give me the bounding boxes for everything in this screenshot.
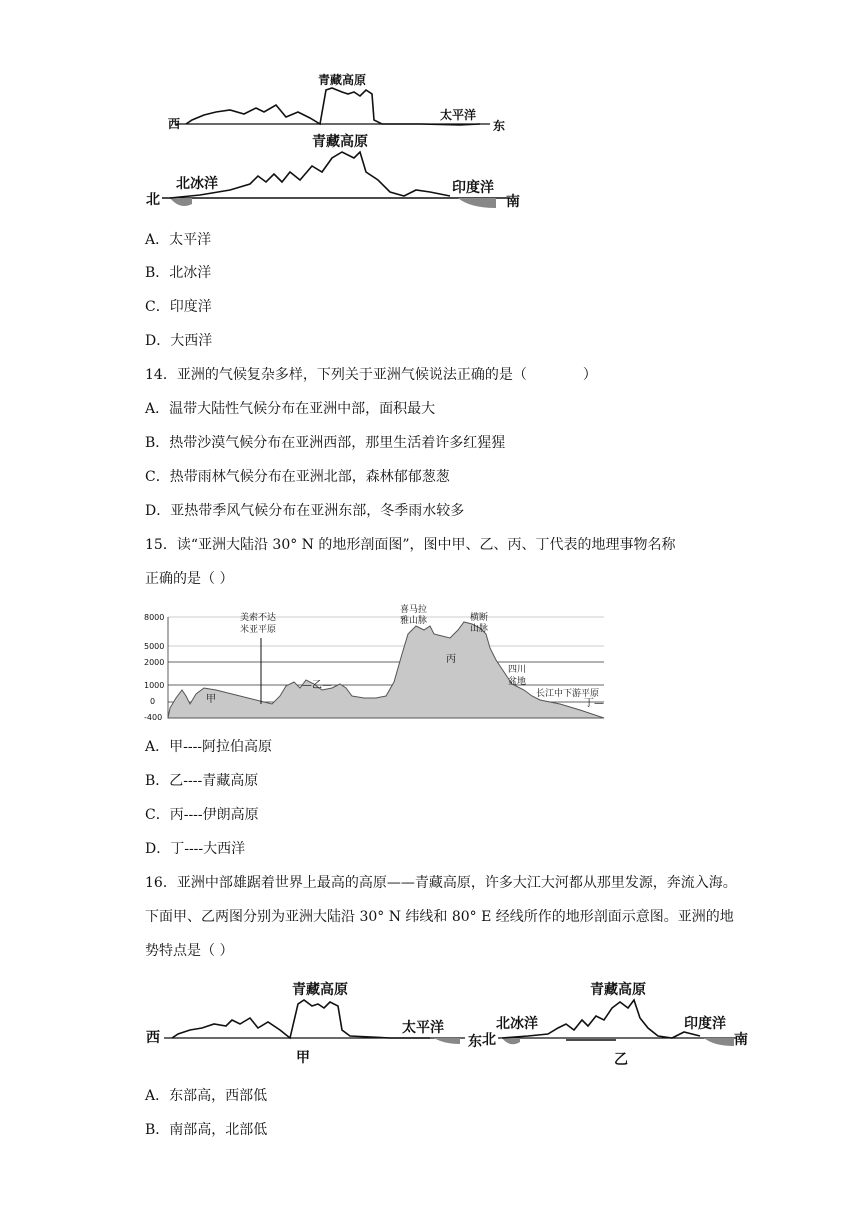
yangtze-label: 长江中下游平原 (536, 689, 600, 699)
q14-option-a[interactable]: A．温带大陆性气候分布在亚洲中部，面积最大 (145, 401, 436, 417)
west-label: 西 (168, 117, 181, 131)
q15-stem-line2: 正确的是（ ） (145, 571, 234, 587)
himalaya-label-2: 雅山脉 (400, 616, 428, 626)
q16-profile-jia (140, 978, 495, 1070)
q13-option-a[interactable]: A．太平洋 (145, 232, 212, 248)
q16-stem: 16．亚洲中部雄踞着世界上最高的高原——青藏高原，许多大江大河都从那里发源，奔流入海。下面甲、乙两图分别为亚洲大陆沿 30° N 纬线和 80° E 经线所作的地形剖面示意图。亚洲的地势特点是（ ） (145, 875, 737, 959)
hengduan-label-1: 横断 (470, 613, 489, 623)
caption-jia: 甲 (296, 1050, 310, 1066)
east-label: 东 (493, 119, 506, 133)
y-tick-0: 0 (150, 697, 156, 706)
q14-stem: 14．亚洲的气候复杂多样，下列关于亚洲气候说法正确的是（ ） (145, 367, 597, 383)
q16-profile-yi (478, 978, 758, 1070)
hengduan-label-2: 山脉 (470, 624, 489, 634)
q14-option-d[interactable]: D．亚热带季风气候分布在亚洲东部，冬季雨水较多 (145, 503, 465, 519)
north-label: 北 (482, 1032, 496, 1048)
plateau-label: 青藏高原 (590, 982, 646, 998)
y-tick-8000: 8000 (144, 613, 165, 622)
mesopotamia-label-1: 美索不达 (240, 613, 277, 623)
arctic-ocean-label: 北冰洋 (496, 1016, 538, 1032)
plateau-label: 青藏高原 (318, 73, 367, 87)
y-tick-5000: 5000 (144, 642, 165, 651)
sichuan-label-1: 四川 (508, 665, 527, 675)
ding-label: 丁— (584, 698, 604, 709)
east-label: 东 (468, 1034, 482, 1050)
q13-profile-west-east (160, 68, 520, 134)
plateau-label: 青藏高原 (292, 982, 348, 998)
ocean-label: 太平洋 (440, 108, 477, 122)
y-tick-1000: 1000 (144, 681, 165, 690)
indian-ocean-label: 印度洋 (684, 1016, 726, 1032)
q13-profile-north-south (140, 132, 530, 217)
south-label: 南 (506, 194, 520, 210)
south-label: 南 (734, 1032, 748, 1048)
mesopotamia-label-2: 米亚平原 (240, 625, 277, 635)
q13-option-c[interactable]: C．印度洋 (145, 299, 212, 315)
arctic-ocean-label: 北冰洋 (176, 176, 218, 192)
q14-option-c[interactable]: C．热带雨林气候分布在亚洲北部，森林郁郁葱葱 (145, 469, 450, 485)
west-label: 西 (146, 1030, 160, 1046)
yi-label: —乙— (302, 680, 332, 691)
sichuan-label-2: 盆地 (508, 677, 527, 687)
y-tick-2000: 2000 (144, 658, 165, 667)
himalaya-label-1: 喜马拉 (400, 605, 428, 615)
jia-label: 甲 (206, 694, 216, 705)
ocean-label: 太平洋 (402, 1020, 444, 1036)
q15-option-d[interactable]: D．丁----大西洋 (145, 841, 246, 857)
q16-option-a[interactable]: A．东部高，西部低 (145, 1088, 268, 1104)
north-label: 北 (146, 192, 160, 208)
q13-option-b[interactable]: B．北冰洋 (145, 265, 212, 281)
q15-option-b[interactable]: B．乙----青藏高原 (145, 773, 259, 789)
caption-yi: 乙 (614, 1052, 628, 1068)
plateau-label: 青藏高原 (312, 134, 368, 150)
q14-option-b[interactable]: B．热带沙漠气候分布在亚洲西部，那里生活着许多红猩猩 (145, 435, 506, 451)
q15-profile-30n (140, 600, 610, 725)
q16-option-b[interactable]: B．南部高，北部低 (145, 1122, 268, 1138)
bing-label: 丙 (446, 654, 456, 665)
q15-stem-line1: 15．读“亚洲大陆沿 30° N 的地形剖面图”，图中甲、乙、丙、丁代表的地理事物名称 (145, 537, 676, 553)
q13-option-d[interactable]: D．大西洋 (145, 333, 213, 349)
indian-ocean-label: 印度洋 (452, 180, 494, 196)
y-tick-minus400: -400 (144, 713, 163, 722)
q15-option-a[interactable]: A．甲----阿拉伯高原 (145, 739, 273, 755)
q15-option-c[interactable]: C．丙----伊朗高原 (145, 807, 259, 823)
